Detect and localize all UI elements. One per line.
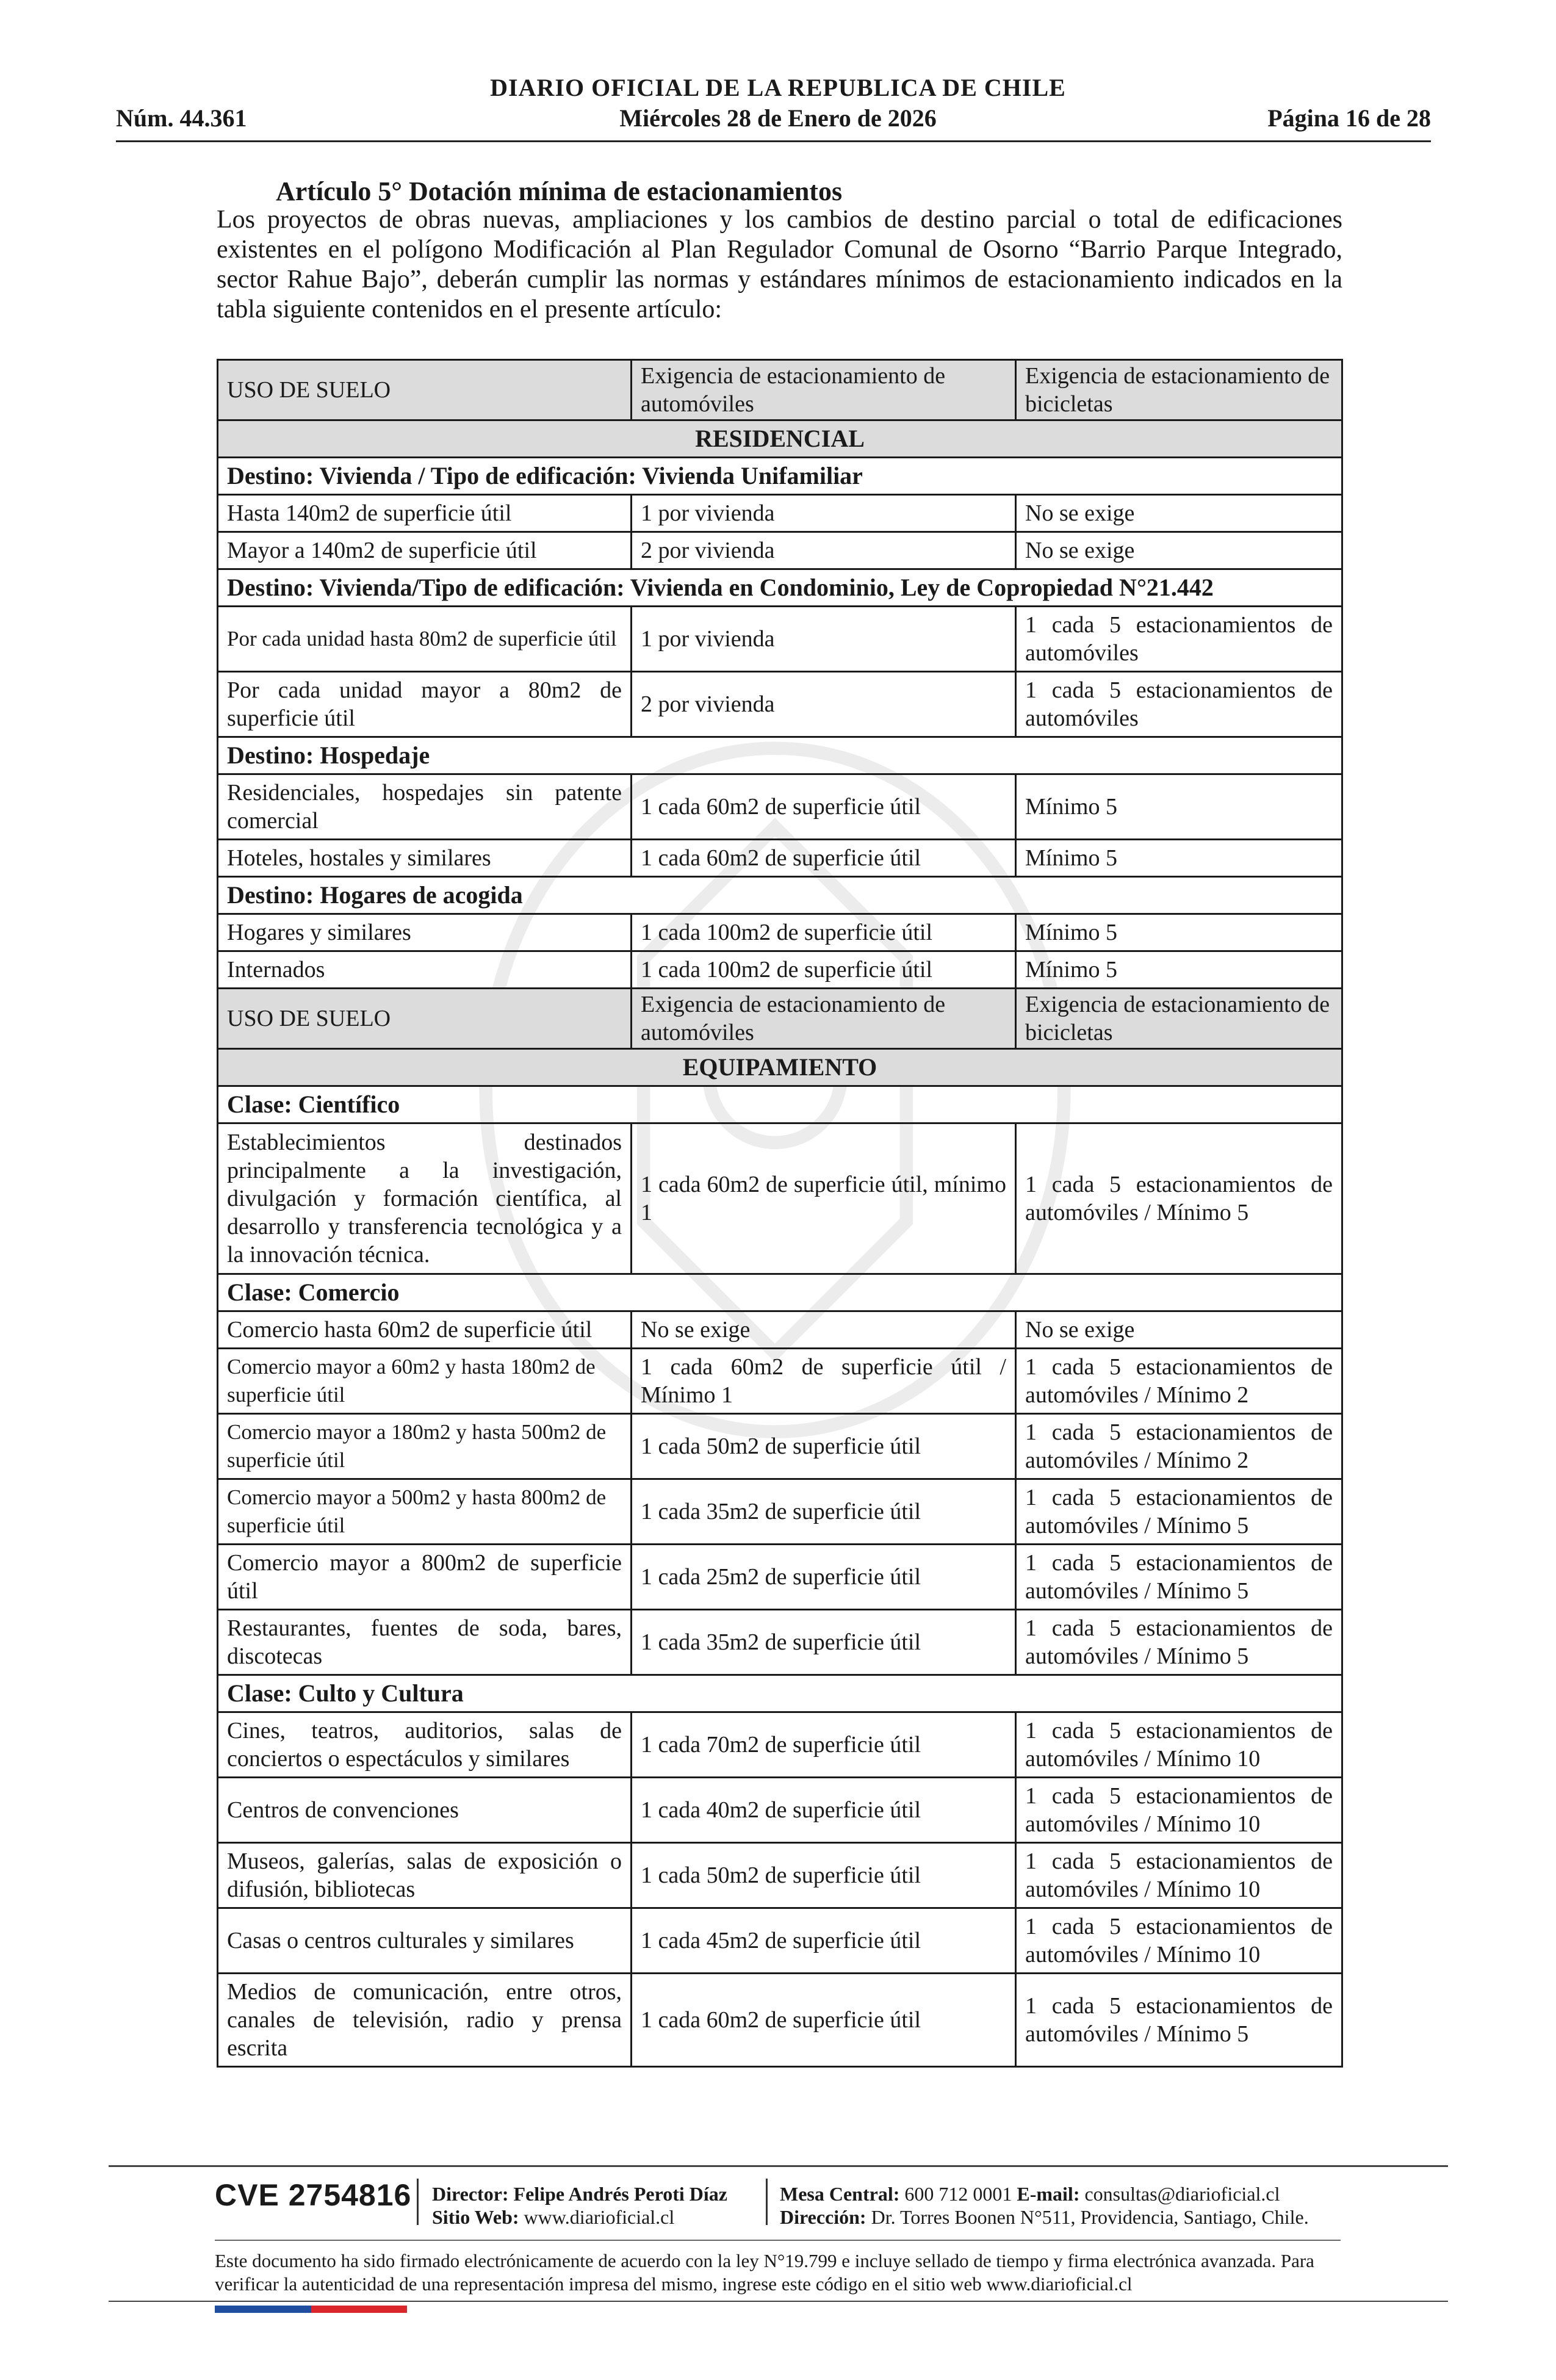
- section-equipamiento: EQUIPAMIENTO: [218, 1049, 1342, 1086]
- destino-hogares-row: [218, 877, 1342, 914]
- section-residencial: RESIDENCIAL: [218, 420, 1342, 458]
- footer-separator: [766, 2179, 768, 2225]
- table-header-row: [218, 989, 1342, 1049]
- uso-de-suelo-cell: Por cada unidad mayor a 80m2 de superficie útil: [218, 672, 632, 737]
- phone-label: Mesa Central:: [780, 2183, 900, 2205]
- bicycle-requirement-cell: Mínimo 5: [1016, 840, 1342, 877]
- director-label: Director:: [432, 2183, 509, 2205]
- car-requirement-header: Exigencia de estacionamiento de automóviles: [632, 989, 1016, 1049]
- site-label: Sitio Web:: [432, 2206, 519, 2228]
- email-label: E-mail:: [1017, 2183, 1080, 2205]
- table-row: [218, 1311, 1342, 1349]
- car-requirement-cell: 1 cada 35m2 de superficie útil: [632, 1610, 1016, 1675]
- uso-de-suelo-cell: Hasta 140m2 de superficie útil: [218, 495, 632, 532]
- car-requirement-cell: 1 cada 100m2 de superficie útil: [632, 951, 1016, 989]
- table-header-row: [218, 360, 1342, 420]
- bicycle-requirement-header: Exigencia de estacionamiento de bicicletas: [1016, 360, 1342, 420]
- table-row: [218, 840, 1342, 877]
- table-row: [218, 914, 1342, 951]
- clase-comercio-row: [218, 1274, 1342, 1311]
- bicycle-requirement-cell: Mínimo 5: [1016, 774, 1342, 840]
- bicycle-requirement-cell: 1 cada 5 estacionamientos de automóviles / Mínimo 10: [1016, 1778, 1342, 1843]
- footer-divider: [109, 2165, 1448, 2167]
- bicycle-requirement-cell: 1 cada 5 estacionamientos de automóviles / Mínimo 5: [1016, 1123, 1342, 1274]
- uso-de-suelo-cell: Centros de convenciones: [218, 1778, 632, 1843]
- bicycle-requirement-cell: 1 cada 5 estacionamientos de automóviles / Mínimo 2: [1016, 1414, 1342, 1479]
- car-requirement-cell: 1 cada 40m2 de superficie útil: [632, 1778, 1016, 1843]
- car-requirement-cell: 1 cada 50m2 de superficie útil: [632, 1843, 1016, 1908]
- car-requirement-cell: 1 por vivienda: [632, 607, 1016, 672]
- table-row: [218, 1545, 1342, 1610]
- bicycle-requirement-cell: Mínimo 5: [1016, 951, 1342, 989]
- table-row: [218, 1974, 1342, 2067]
- table-row: [218, 672, 1342, 737]
- cve-code: CVE 2754816: [215, 2178, 412, 2212]
- email-link[interactable]: consultas@diarioficial.cl: [1084, 2183, 1280, 2205]
- table-row: [218, 1610, 1342, 1675]
- table-row: [218, 951, 1342, 989]
- destino-unifamiliar-row: [218, 458, 1342, 495]
- table-row: [218, 1778, 1342, 1843]
- address-label: Dirección:: [780, 2206, 866, 2228]
- car-requirement-cell: 1 cada 35m2 de superficie útil: [632, 1479, 1016, 1545]
- destino-unifamiliar: Destino: Vivienda / Tipo de edificación: Vivienda Unifamiliar: [218, 458, 1342, 495]
- bicycle-requirement-cell: 1 cada 5 estacionamientos de automóviles: [1016, 607, 1342, 672]
- bicycle-requirement-cell: 1 cada 5 estacionamientos de automóviles / Mínimo 10: [1016, 1908, 1342, 1974]
- destino-condominio-row: [218, 569, 1342, 607]
- address-text: Dr. Torres Boonen N°511, Providencia, Santiago, Chile.: [871, 2206, 1309, 2228]
- table-row: [218, 1908, 1342, 1974]
- table-row: [218, 1712, 1342, 1778]
- bicycle-requirement-cell: 1 cada 5 estacionamientos de automóviles / Mínimo 2: [1016, 1349, 1342, 1414]
- car-requirement-cell: No se exige: [632, 1311, 1016, 1349]
- car-requirement-cell: 1 cada 60m2 de superficie útil, mínimo 1: [632, 1123, 1016, 1274]
- destino-hogares: Destino: Hogares de acogida: [218, 877, 1342, 914]
- car-requirement-cell: 1 cada 60m2 de superficie útil: [632, 1974, 1016, 2067]
- car-requirement-cell: 1 cada 100m2 de superficie útil: [632, 914, 1016, 951]
- destino-hospedaje: Destino: Hospedaje: [218, 737, 1342, 774]
- destino-hospedaje-row: [218, 737, 1342, 774]
- uso-de-suelo-cell: Residenciales, hospedajes sin patente comercial: [218, 774, 632, 840]
- clase-culto-cultura-row: [218, 1675, 1342, 1712]
- uso-de-suelo-cell: Comercio hasta 60m2 de superficie útil: [218, 1311, 632, 1349]
- car-requirement-header: Exigencia de estacionamiento de automóviles: [632, 360, 1016, 420]
- car-requirement-cell: 1 cada 50m2 de superficie útil: [632, 1414, 1016, 1479]
- phone-number: 600 712 0001: [904, 2183, 1012, 2205]
- car-requirement-cell: 2 por vivienda: [632, 672, 1016, 737]
- bicycle-requirement-cell: 1 cada 5 estacionamientos de automóviles / Mínimo 5: [1016, 1479, 1342, 1545]
- bicycle-requirement-cell: 1 cada 5 estacionamientos de automóviles / Mínimo 10: [1016, 1712, 1342, 1778]
- table-row: [218, 1479, 1342, 1545]
- bicycle-requirement-cell: 1 cada 5 estacionamientos de automóviles / Mínimo 10: [1016, 1843, 1342, 1908]
- uso-de-suelo-cell: Hoteles, hostales y similares: [218, 840, 632, 877]
- clase-culto-cultura: Clase: Culto y Cultura: [218, 1675, 1342, 1712]
- uso-de-suelo-cell: Comercio mayor a 500m2 y hasta 800m2 de superficie útil: [218, 1479, 632, 1545]
- table-row: [218, 1843, 1342, 1908]
- section-residencial-row: [218, 420, 1342, 458]
- clase-cientifico-row: [218, 1086, 1342, 1123]
- uso-de-suelo-cell: Comercio mayor a 800m2 de superficie útil: [218, 1545, 632, 1610]
- bicycle-requirement-cell: 1 cada 5 estacionamientos de automóviles: [1016, 672, 1342, 737]
- uso-de-suelo-cell: Casas o centros culturales y similares: [218, 1908, 632, 1974]
- car-requirement-cell: 1 por vivienda: [632, 495, 1016, 532]
- issue-date: Miércoles 28 de Enero de 2026: [619, 104, 937, 132]
- footer-separator: [417, 2179, 419, 2225]
- car-requirement-cell: 2 por vivienda: [632, 532, 1016, 569]
- table-row: [218, 1123, 1342, 1274]
- uso-de-suelo-cell: Medios de comunicación, entre otros, canales de televisión, radio y prensa escrita: [218, 1974, 632, 2067]
- bicycle-requirement-cell: No se exige: [1016, 495, 1342, 532]
- clase-cientifico: Clase: Científico: [218, 1086, 1342, 1123]
- table-row: [218, 532, 1342, 569]
- footer-director-block: [432, 2182, 727, 2229]
- table-row: [218, 1349, 1342, 1414]
- director-name: Felipe Andrés Peroti Díaz: [513, 2183, 727, 2205]
- bicycle-requirement-cell: No se exige: [1016, 532, 1342, 569]
- uso-de-suelo-header: USO DE SUELO: [218, 989, 632, 1049]
- uso-de-suelo-cell: Comercio mayor a 180m2 y hasta 500m2 de superficie útil: [218, 1414, 632, 1479]
- car-requirement-cell: 1 cada 60m2 de superficie útil: [632, 840, 1016, 877]
- table-row: [218, 495, 1342, 532]
- uso-de-suelo-cell: Museos, galerías, salas de exposición o difusión, bibliotecas: [218, 1843, 632, 1908]
- footer-divider: [109, 2301, 1448, 2302]
- uso-de-suelo-header: USO DE SUELO: [218, 360, 632, 420]
- footer-contact-block: [780, 2182, 1309, 2229]
- uso-de-suelo-cell: Cines, teatros, auditorios, salas de conciertos o espectáculos y similares: [218, 1712, 632, 1778]
- bicycle-requirement-cell: 1 cada 5 estacionamientos de automóviles / Mínimo 5: [1016, 1974, 1342, 2067]
- bicycle-requirement-cell: Mínimo 5: [1016, 914, 1342, 951]
- car-requirement-cell: 1 cada 70m2 de superficie útil: [632, 1712, 1016, 1778]
- uso-de-suelo-cell: Comercio mayor a 60m2 y hasta 180m2 de superficie útil: [218, 1349, 632, 1414]
- bicycle-requirement-cell: 1 cada 5 estacionamientos de automóviles / Mínimo 5: [1016, 1610, 1342, 1675]
- issue-number: Núm. 44.361: [116, 104, 247, 132]
- flag-stripe-blue: [215, 2306, 311, 2313]
- section-equipamiento-row: [218, 1049, 1342, 1086]
- bicycle-requirement-cell: 1 cada 5 estacionamientos de automóviles / Mínimo 5: [1016, 1545, 1342, 1610]
- uso-de-suelo-cell: Hogares y similares: [218, 914, 632, 951]
- uso-de-suelo-cell: Internados: [218, 951, 632, 989]
- uso-de-suelo-cell: Establecimientos destinados principalmente a la investigación, divulgación y formación científica, al desarrollo y transferencia tecnológica y a la innovación técnica.: [218, 1123, 632, 1274]
- publication-title: DIARIO OFICIAL DE LA REPUBLICA DE CHILE: [490, 74, 1066, 101]
- page-indicator: Página 16 de 28: [1267, 104, 1431, 132]
- car-requirement-cell: 1 cada 25m2 de superficie útil: [632, 1545, 1016, 1610]
- article-body: Los proyectos de obras nuevas, ampliaciones y los cambios de destino parcial o total de edificaciones existentes en el polígono Modificación al Plan Regulador Comunal de Osorno “Barrio Parque Integrado, sector Rahue Bajo”, deberán cumplir las normas y estándares mínimos de estacionamiento indicados en la tabla siguiente contenidos en el presente artículo:: [217, 206, 1342, 323]
- uso-de-suelo-cell: Mayor a 140m2 de superficie útil: [218, 532, 632, 569]
- table-row: [218, 607, 1342, 672]
- bicycle-requirement-header: Exigencia de estacionamiento de bicicletas: [1016, 989, 1342, 1049]
- car-requirement-cell: 1 cada 60m2 de superficie útil / Mínimo 1: [632, 1349, 1016, 1414]
- article-heading: Artículo 5° Dotación mínima de estacionamientos: [276, 176, 843, 206]
- header-divider: [116, 140, 1431, 142]
- parking-requirements-table: [217, 359, 1343, 2068]
- flag-stripe-red: [311, 2306, 408, 2313]
- uso-de-suelo-cell: Por cada unidad hasta 80m2 de superficie útil: [218, 607, 632, 672]
- car-requirement-cell: 1 cada 60m2 de superficie útil: [632, 774, 1016, 840]
- destino-condominio: Destino: Vivienda/Tipo de edificación: Vivienda en Condominio, Ley de Copropiedad N°21.442: [218, 569, 1342, 607]
- table-row: [218, 774, 1342, 840]
- car-requirement-cell: 1 cada 45m2 de superficie útil: [632, 1908, 1016, 1974]
- flag-stripe: [215, 2306, 407, 2313]
- table-row: [218, 1414, 1342, 1479]
- footer-divider: [215, 2240, 1341, 2241]
- site-link[interactable]: www.diarioficial.cl: [524, 2206, 675, 2228]
- signature-note: Este documento ha sido firmado electrónicamente de acuerdo con la ley N°19.799 e incluye sellado de tiempo y firma electrónica avanzada. Para verificar la autenticidad de una representación impresa del mismo, ingrese este código en el sitio web www.diarioficial.cl: [215, 2250, 1314, 2295]
- bicycle-requirement-cell: No se exige: [1016, 1311, 1342, 1349]
- clase-comercio: Clase: Comercio: [218, 1274, 1342, 1311]
- uso-de-suelo-cell: Restaurantes, fuentes de soda, bares, discotecas: [218, 1610, 632, 1675]
